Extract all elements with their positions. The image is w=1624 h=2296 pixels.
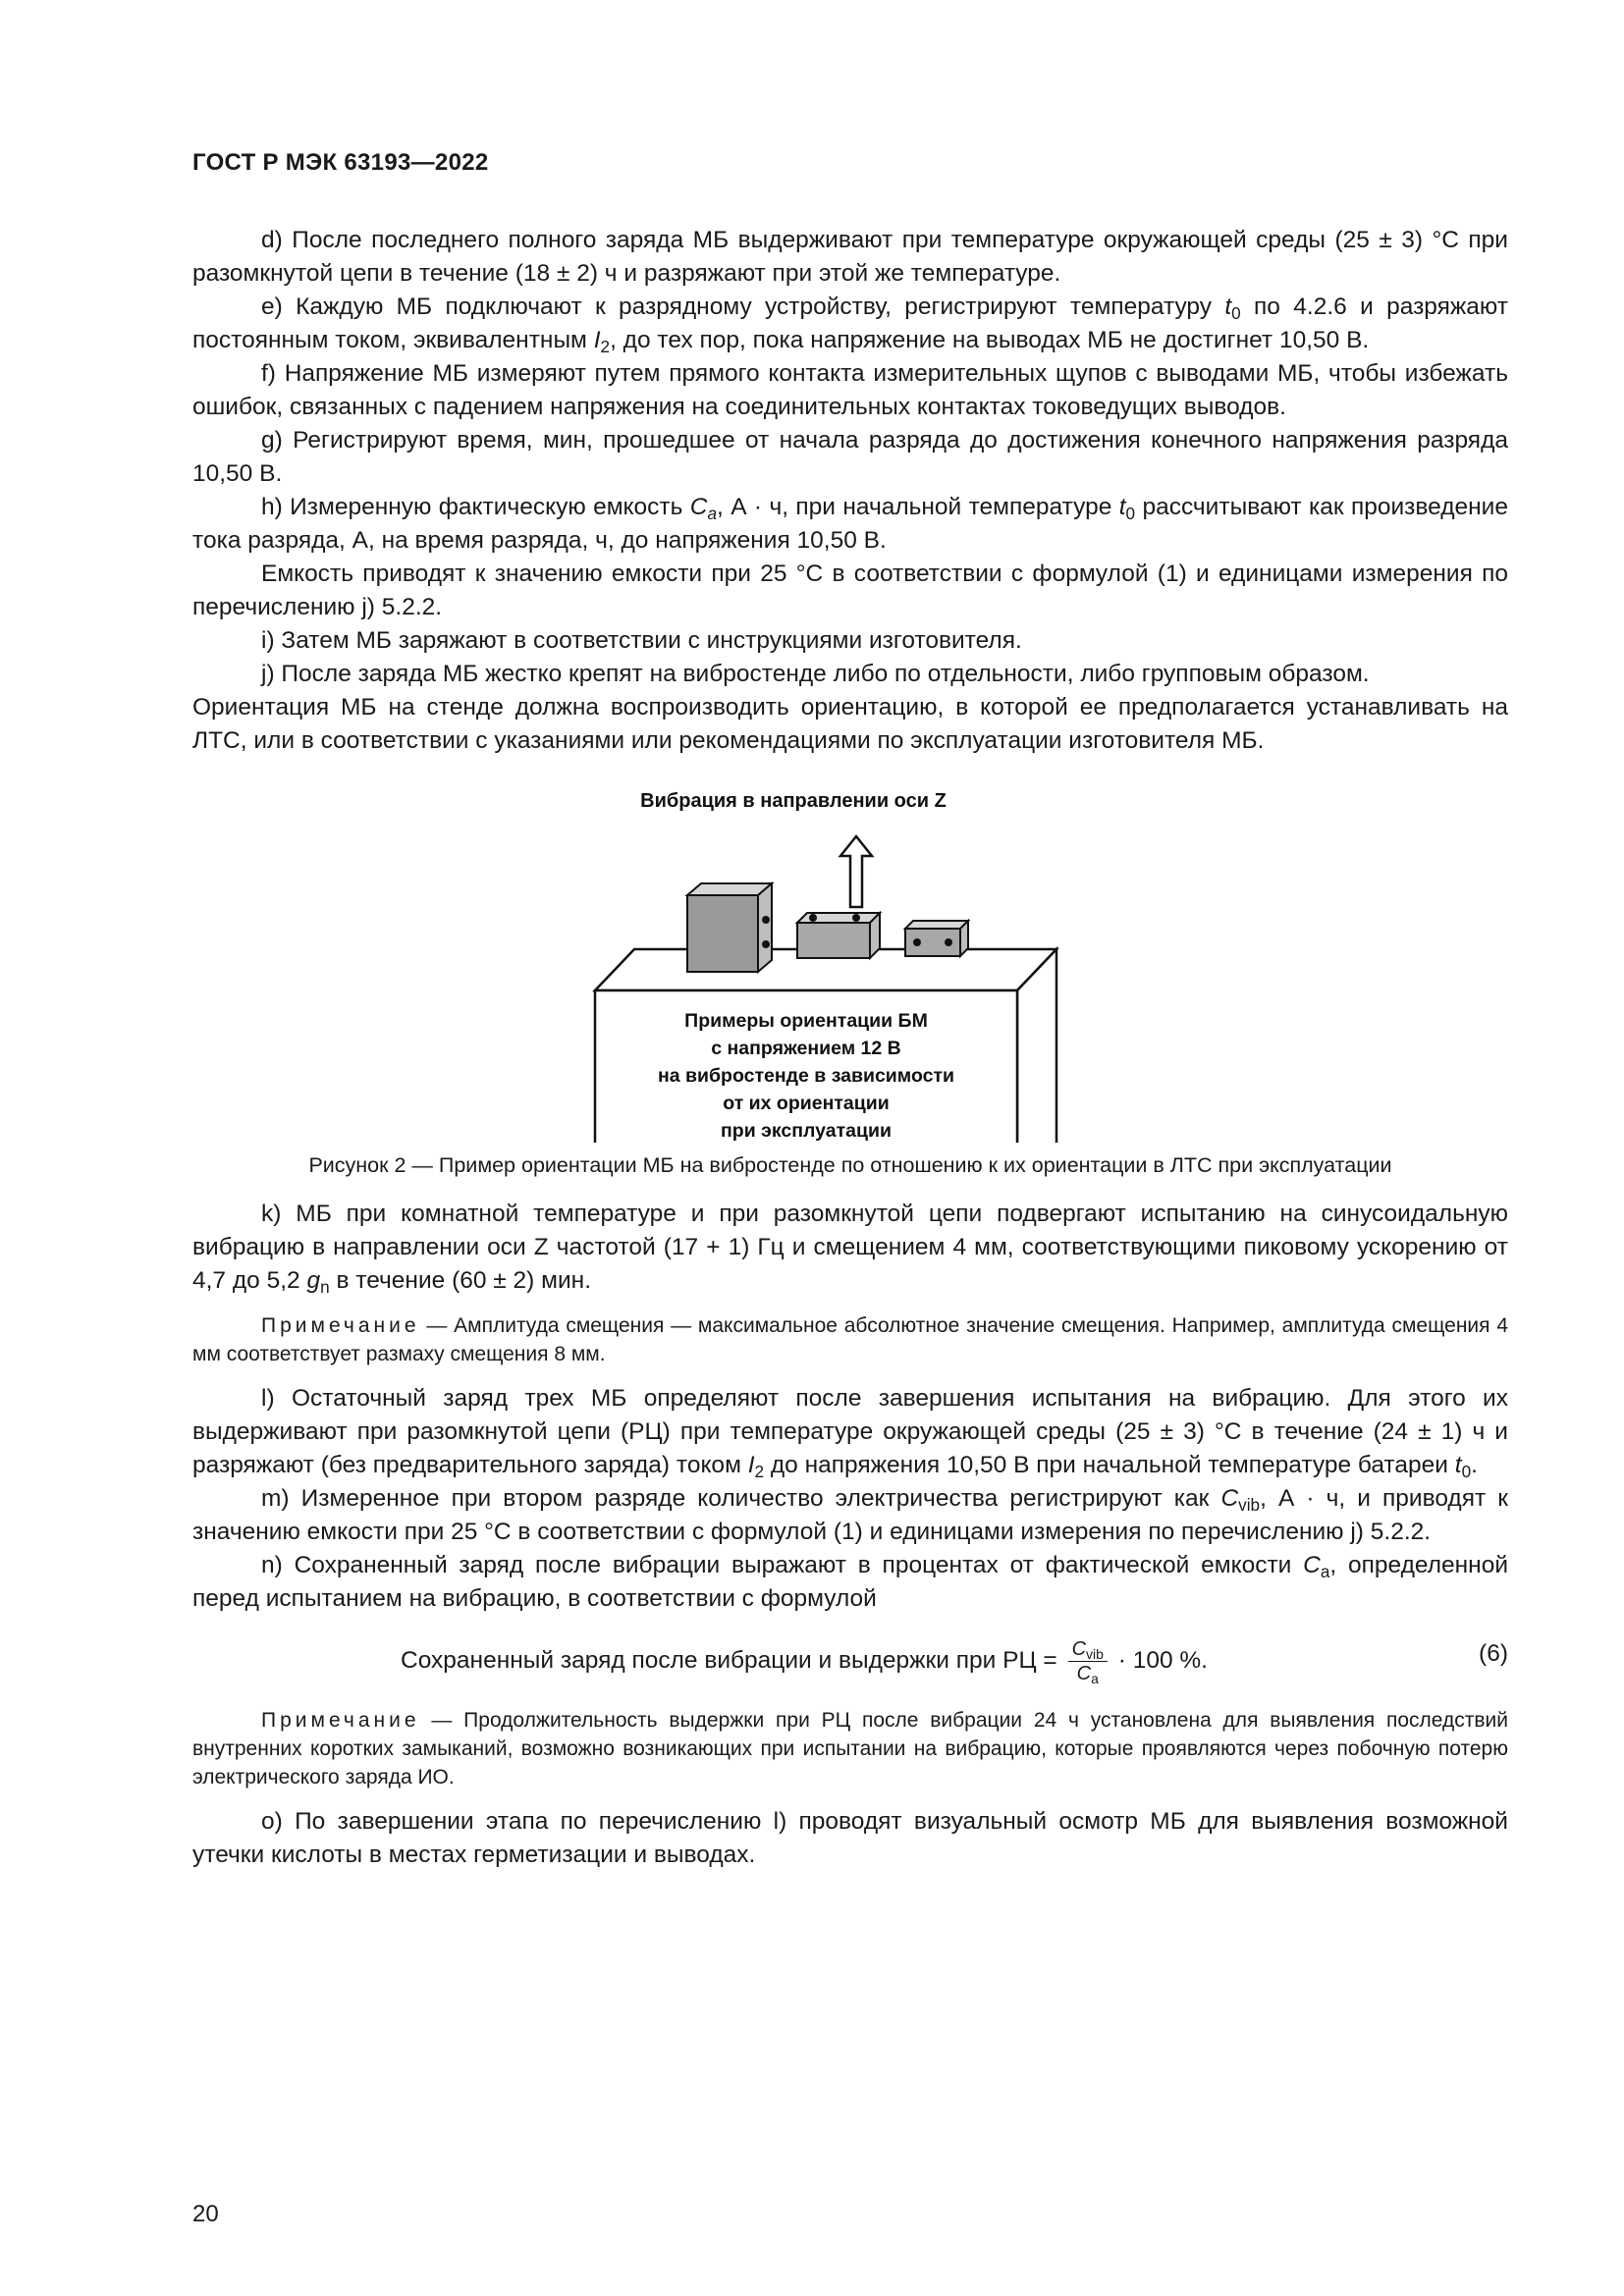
battery-3-top xyxy=(905,921,968,929)
note-label: Примечание xyxy=(261,1709,420,1732)
formula-fraction: $\frac{C_{vib}}{C_a}$ xyxy=(1068,1637,1108,1685)
figure-2 xyxy=(192,770,1508,1143)
stand-label-line: на вибростенде в зависимости xyxy=(658,1065,954,1087)
note-label: Примечание xyxy=(261,1314,420,1337)
note-2: Примечание — Продолжительность выдержки при РЦ после вибрации 24 ч установлена для выявления последствий внутренних коротких замыканий, возможно возникающих при испытании на вибрацию, которые проявляются через побочную потерю электрического заряда ИО. xyxy=(192,1709,1508,1789)
paragraph-l: l) Остаточный заряд трех МБ определяют после завершения испытания на вибрацию. Для этого их выдерживают при разомкнутой цепи (РЦ) при температуре окружающей среды (25 ± 3) °С в течение (24 ± 1) ч и разряжают (без предварительного заряда) током $I_2$ до напряжения 10,50 В при начальной температуре батареи $t_0$. xyxy=(192,1385,1508,1482)
paragraph-g: g) Регистрируют время, мин, прошедшее от начала разряда до достижения конечного напряжения разряда 10,50 В. xyxy=(192,427,1508,487)
stand-label-line: от их ориентации xyxy=(723,1093,890,1114)
formula-expression: Сохраненный заряд после вибрации и выдержки при РЦ = $\frac{C_{vib}}{C_a}$ · 100 %. xyxy=(401,1638,1208,1687)
paragraph-i: i) Затем МБ заряжают в соответствии с инструкциями изготовителя. xyxy=(261,627,1022,654)
stand-label-line: при эксплуатации xyxy=(721,1120,892,1142)
paragraph-h-continued: Емкость приводят к значению емкости при 25 °С в соответствии с формулой (1) и единицами измерения по перечислению j) 5.2.2. xyxy=(192,561,1508,620)
figure-caption: Рисунок 2 — Пример ориентации МБ на вибростенде по отношению к их ориентации в ЛТС при эксплуатации xyxy=(308,1153,1392,1177)
vibration-axis-label: Вибрация в направлении оси Z xyxy=(640,790,947,812)
battery-3-side xyxy=(960,921,968,956)
paragraph-h: h) Измеренную фактическую емкость $C_a$, А · ч, при начальной температуре $t_0$ рассчитывают как произведение тока разряда, А, на время разряда, ч, до напряжения 10,50 В. xyxy=(192,494,1508,554)
formula-6 xyxy=(192,1626,1508,1694)
paragraph-j-continued: Ориентация МБ на стенде должна воспроизводить ориентацию, в которой ее предполагается устанавливать на ЛТС, или в соответствии с указаниями или рекомендациями по эксплуатации изготовителя МБ. xyxy=(192,694,1508,754)
battery-1-side xyxy=(758,883,772,972)
battery-1-front xyxy=(687,895,758,972)
note-1: Примечание — Амплитуда смещения — максимальное абсолютное значение смещения. Например, амплитуда смещения 4 мм соответствует размаху смещения 8 мм. xyxy=(192,1314,1508,1365)
paragraph-k: k) МБ при комнатной температуре и при разомкнутой цепи подвергают испытанию на синусоидальную вибрацию в направлении оси Z частотой (17 + 1) Гц и смещением 4 мм, соответствующими пиковому ускорению от 4,7 до 5,2 $g_n$ в течение (60 ± 2) мин. xyxy=(192,1201,1508,1298)
battery-2-terminal xyxy=(809,914,817,922)
battery-3-terminal xyxy=(945,938,952,946)
battery-2-front xyxy=(797,923,870,958)
battery-3-terminal xyxy=(913,938,921,946)
formula-number: (6) xyxy=(1479,1640,1508,1667)
paragraph-o: o) По завершении этапа по перечислению l) проводят визуальный осмотр МБ для выявления возможной утечки кислоты в местах герметизации и выводах. xyxy=(192,1808,1508,1868)
stand-label-line: Примеры ориентации БМ xyxy=(684,1010,928,1032)
paragraph-j: j) После заряда МБ жестко крепят на вибростенде либо по отдельности, либо групповым образом. xyxy=(261,661,1370,687)
paragraph-e: e) Каждую МБ подключают к разрядному устройству, регистрируют температуру $t_0$ по 4.2.6 и разряжают постоянным током, эквивалентным $I_2$, до тех пор, пока напряжение на выводах МБ не достигнет 10,50 В. xyxy=(192,294,1508,357)
battery-1-terminal xyxy=(762,916,770,924)
battery-2-terminal xyxy=(852,914,860,922)
document-header: ГОСТ Р МЭК 63193—2022 xyxy=(192,149,489,176)
paragraph-f: f) Напряжение МБ измеряют путем прямого контакта измерительных щупов с выводами МБ, чтобы избежать ошибок, связанных с падением напряжения на соединительных контактах токоведущих выводов. xyxy=(192,360,1508,420)
paragraph-m: m) Измеренное при втором разряде количество электричества регистрируют как $C_{vib}$, А · ч, и приводят к значению емкости при 25 °С в соответствии с формулой (1) и единицами измерения по перечислению j) 5.2.2. xyxy=(192,1485,1508,1545)
page-number: 20 xyxy=(192,2201,219,2227)
arrow-up-icon xyxy=(840,836,872,907)
paragraph-n: n) Сохраненный заряд после вибрации выражают в процентах от фактической емкости $C_a$, определенной перед испытанием на вибрацию, в соответствии с формулой xyxy=(192,1552,1509,1612)
paragraph-d: d) После последнего полного заряда МБ выдерживают при температуре окружающей среды (25 ± 3) °С при разомкнутой цепи в течение (18 ± 2) ч и разряжают при этой же температуре. xyxy=(192,227,1508,287)
battery-1-terminal xyxy=(762,940,770,948)
stand-label-line: с напряжением 12 В xyxy=(711,1038,901,1059)
document-body xyxy=(192,224,1508,1872)
vibration-stand-diagram xyxy=(192,770,1508,1143)
